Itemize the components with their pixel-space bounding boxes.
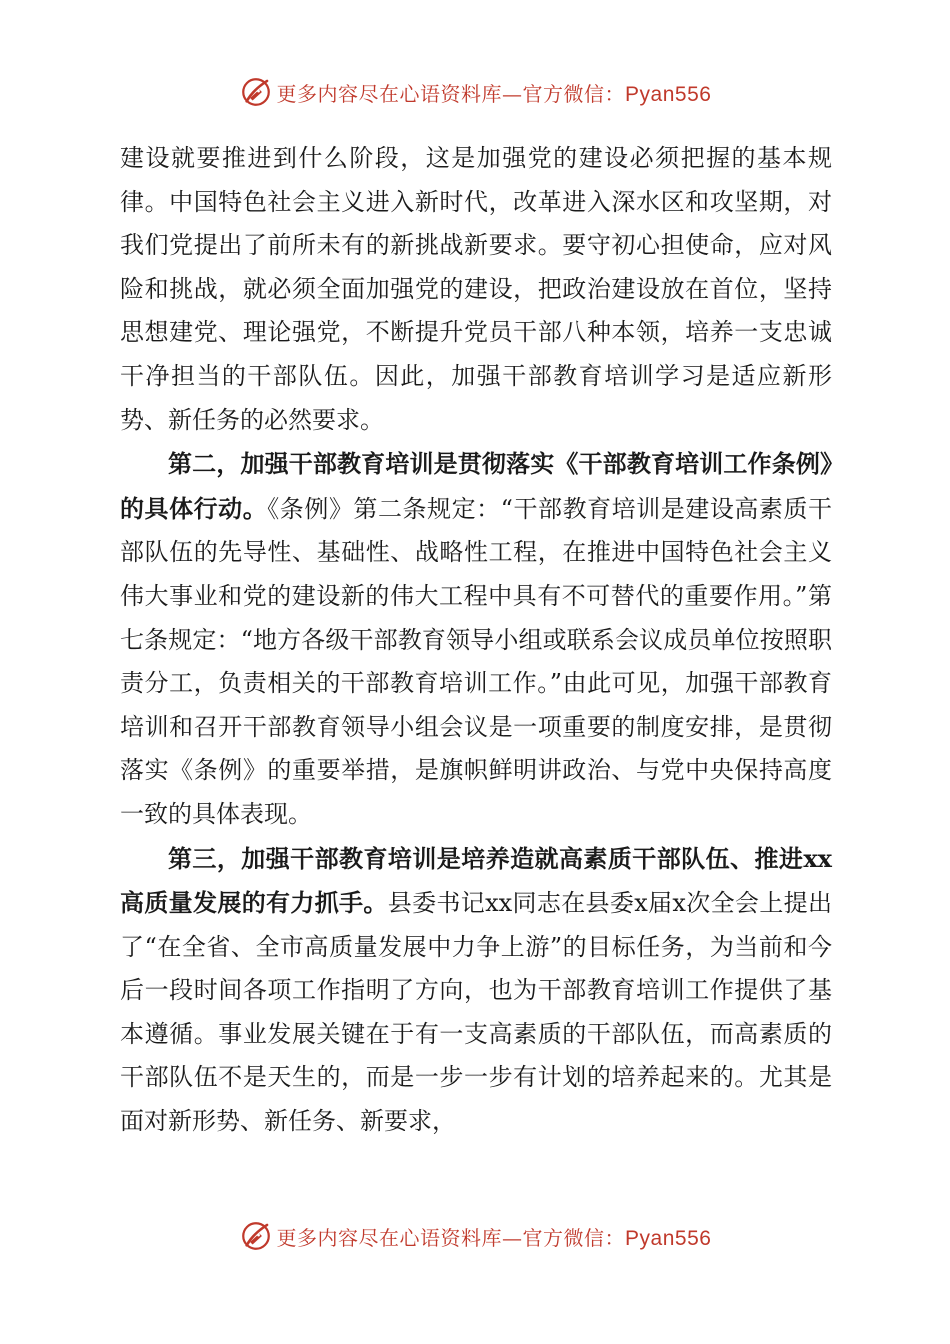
- paragraph-2-text: 《条例》第二条规定：“干部教育培训是建设高素质干部队伍的先导性、基础性、战略性工程，在推进中国特色社会主义伟大事业和党的建设新的伟大工程中具有不可替代的重要作用。”第七条规定：“地方各级干部教育领导小组或联系会议成员单位按照职责分工，负责相关的干部教育培训工作。”由此可见，加强干部教育培训和召开干部教育领导小组会议是一项重要的制度安排，是贯彻落实《条例》的重要举措，是旗帜鲜明讲政治、与党中央保持高度一致的具体表现。: [120, 494, 832, 828]
- watermark-banner-top: [0, 72, 950, 112]
- paragraph-3: [120, 837, 832, 1144]
- paragraph-3-lead: 第三，加强干部教育培训是培养造就高素质干部队伍、推进xx高质量发展的有力抓手。: [120, 843, 832, 918]
- paragraph-2: [120, 442, 832, 836]
- paragraph-3-text: 县委书记xx同志在县委x届x次全会上提出了“在全省、全市高质量发展中力争上游”的目标任务，为当前和今后一段时间各项工作指明了方向，也为干部教育培训工作提供了基本遵循。事业发展关键在于有一支高素质的干部队伍，而高素质的干部队伍不是天生的，而是一步一步有计划的培养起来的。尤其是面对新形势、新任务、新要求，: [120, 889, 833, 1136]
- paragraph-2-lead: 第二，加强干部教育培训是贯彻落实《干部教育培训工作条例》的具体行动。: [120, 449, 832, 523]
- watermark-text: 更多内容尽在心语资料库—官方微信：Pyan556: [276, 81, 712, 106]
- paragraph-1-text: 建设就要推进到什么阶段，这是加强党的建设必须把握的基本规律。中国特色社会主义进入新时代，改革进入深水区和攻坚期，对我们党提出了前所未有的新挑战新要求。要守初心担使命，应对风险和挑战，就必须全面加强党的建设，把政治建设放在首位，坚持思想建党、理论强党，不断提升党员干部八种本领，培养一支忠诚干净担当的干部队伍。因此，加强干部教育培训学习是适应新形势、新任务的必然要求。: [120, 144, 832, 434]
- pen-nib-seal-icon: [239, 1219, 273, 1253]
- document-body: [120, 136, 832, 1144]
- watermark-banner-bottom: [0, 1216, 950, 1256]
- paragraph-1: [120, 136, 832, 442]
- pen-nib-seal-icon: [239, 75, 273, 109]
- watermark-text: 更多内容尽在心语资料库—官方微信：Pyan556: [276, 1225, 712, 1250]
